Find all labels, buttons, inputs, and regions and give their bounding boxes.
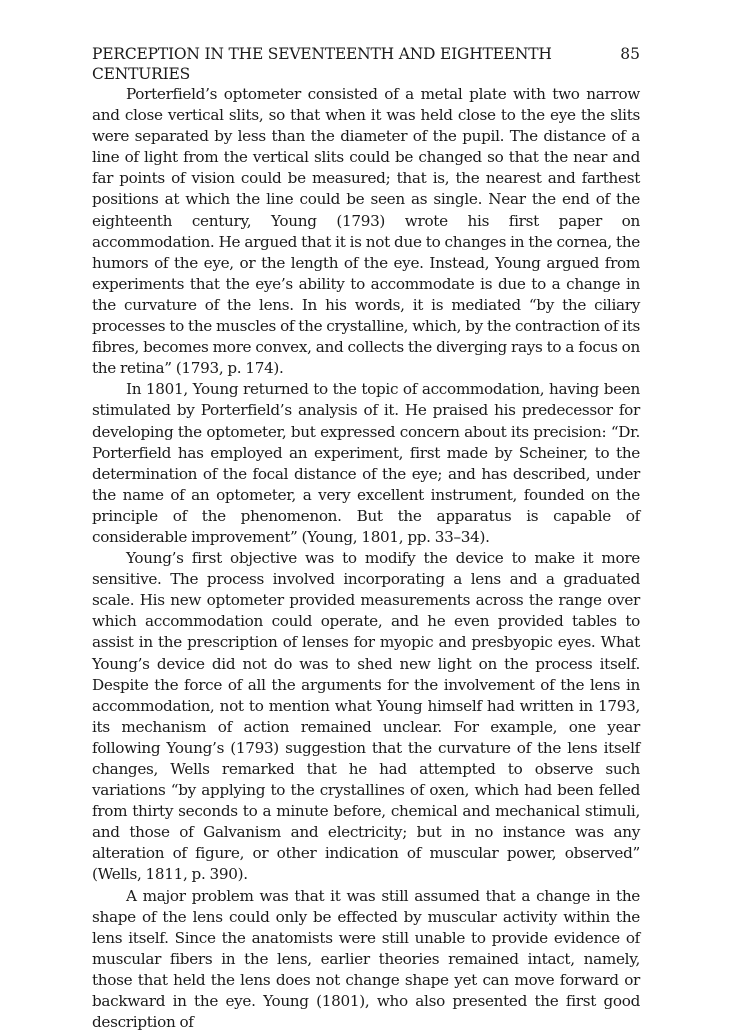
paragraph: A major problem was that it was still assumed that a change in the shape of the lens could only be effected by muscular activity within the lens itself. Since the anatomists were still unable to provide evidence of muscular fibers in the lens, earlier theories remained intact, namely, those that held the lens does not change shape yet can move forward or backward in the eye. Young (1801), who also presented the first good description of [92,886,640,1032]
paragraph: Porterfield’s optometer consisted of a metal plate with two narrow and close vertical slits, so that when it was held close to the eye the slits were separated by less than the diameter of the pupil. The distance of a line of light from the vertical slits could be changed so that the near and far points of vision could be measured; that is, the nearest and farthest positions at which the line could be seen as single. Near the end of the eighteenth century, Young (1793) wrote his first paper on accommodation. He argued that it is not due to changes in the cornea, the humors of the eye, or the length of the eye. Instead, Young argued from experiments that the eye’s ability to accommodate is due to a change in the curvature of the lens. In his words, it is mediated “by the ciliary processes to the muscles of the crystalline, which, by the contraction of its fibres, becomes more convex, and collects the diverging rays to a focus on the retina” (1793, p. 174). [92,85,640,378]
paragraph: Young’s first objective was to modify the device to make it more sensitive. The process involved incorporating a lens and a graduated scale. His new optometer provided measurements across the range over which accommodation could operate, and he even provided tables to assist in the prescription of lenses for myopic and presbyopic eyes. What Young’s device did not do was to shed new light on the process itself. Despite the force of all the arguments for the involvement of the lens in accommodation, not to mention what Young himself had written in 1793, its mechanism of action remained unclear. For example, one year following Young’s (1793) suggestion that the curvature of the lens itself changes, Wells remarked that he had attempted to observe such variations “by applying to the crystallines of oxen, which had been felled from thirty seconds to a minute before, chemical and mechanical stimuli, and those of Galvanism and electricity; but in no instance was any alteration of figure, or other indication of muscular power, observed” (Wells, 1811, p. 390). [92,549,640,884]
running-title: PERCEPTION IN THE SEVENTEENTH AND EIGHTEENTH CENTURIES [92,45,552,83]
body-text [92,84,640,1033]
page-number: 85 [620,45,640,63]
paragraph: In 1801, Young returned to the topic of accommodation, having been stimulated by Porterfield’s analysis of it. He praised his predecessor for developing the optometer, but expressed concern about its precision: “Dr. Porterfield has employed an experiment, first made by Scheiner, to the determination of the focal distance of the eye; and has described, under the name of an optometer, a very excellent instrument, founded on the principle of the phenomenon. But the apparatus is capable of considerable improvement” (Young, 1801, pp. 33–34). [92,380,640,546]
